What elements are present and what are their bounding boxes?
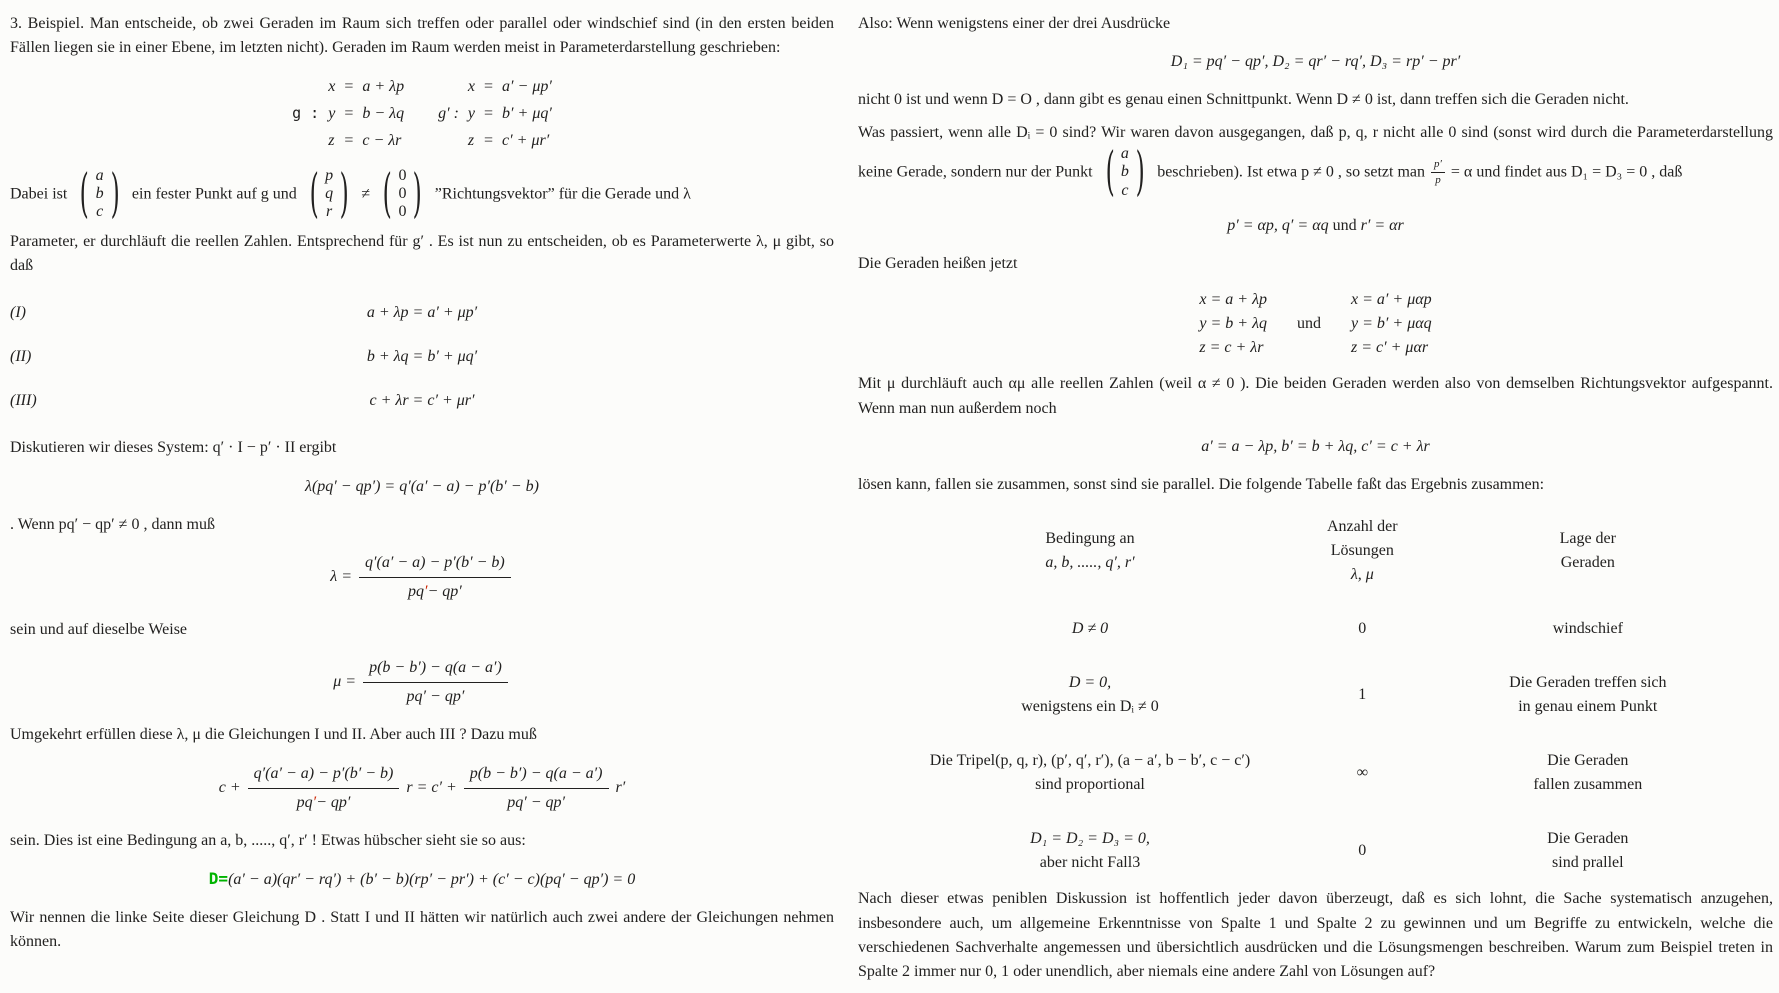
header-line: Geraden: [1560, 554, 1615, 572]
system-line: z = c + λr: [1199, 339, 1264, 357]
cell-line: D₁ = D₂ = D₃ = 0,: [1030, 830, 1150, 848]
eq-term: y: [328, 104, 336, 122]
eq-term: x: [467, 77, 476, 95]
p-prime-over-p-fraction: [1431, 158, 1445, 186]
vector-entry: b: [95, 185, 104, 203]
cell-line: Die Tripel(p, q, r), (p′, q′, r′), (a − a′, b − b′, c − c′): [929, 752, 1251, 770]
cond-fraction-2: [464, 762, 609, 815]
text-run: beschrieben). Ist etwa p ≠ 0 , so setzt man: [1157, 163, 1425, 181]
text-run: = α und findet aus D₁ = D₃ = 0 , daß: [1450, 163, 1683, 181]
cell-line: windschief: [1552, 620, 1623, 638]
equals-sign: =: [344, 77, 354, 95]
table-row-2-condition: [890, 671, 1290, 719]
fraction-numerator: q′(a′ − a) − p′(b′ − b): [359, 551, 511, 578]
text-run: ein fester Punkt auf g und: [131, 184, 297, 202]
text-run: Dabei ist: [10, 184, 68, 202]
equals-sign: =: [484, 104, 494, 122]
vector-entries: [1120, 145, 1130, 200]
table-row-2-lage: [1435, 671, 1741, 719]
fraction-denominator: p: [1435, 174, 1441, 187]
alpha-eq-part: p′ = αp, q′ = αq: [1227, 217, 1329, 235]
text-run: ”Richtungsvektor” für die Gerade und λ: [434, 184, 691, 202]
intro-paragraph: 3. Beispiel. Man entscheide, ob zwei Geraden im Raum sich treffen oder parallel oder windschief sind (in den ersten beiden Fällen liegen sie in einer Ebene, im letzten nicht). Geraden im Raum werden meist in Parameterdarstellung geschrieben:: [10, 15, 834, 57]
header-line: Anzahl der Lösungen: [1326, 518, 1398, 560]
cell-line: sind prallel: [1552, 854, 1624, 872]
cond-fraction-1: [248, 762, 400, 815]
cell-line: aber nicht Fall3: [1039, 854, 1141, 872]
lambda-fraction: [359, 551, 511, 604]
cell-line: D ≠ 0: [1071, 620, 1109, 638]
wir-nennen-paragraph: Wir nennen die linke Seite dieser Gleichung D . Statt I und II hätten wir natürlich auch zwei andere der Gleichungen nehmen können.: [10, 908, 834, 951]
equals-sign: =: [484, 131, 494, 149]
eq-term: c − λr: [362, 131, 402, 149]
umgekehrt-paragraph: Umgekehrt erfüllen diese λ, μ die Gleichungen I und II. Aber auch III ? Dazu muß: [10, 726, 537, 744]
equation-II: [10, 348, 834, 366]
cell-line: Die Geraden treffen sich: [1509, 674, 1667, 692]
equals-sign: =: [484, 77, 494, 95]
parametric-systems-equation: [10, 75, 834, 153]
header-line: a, b, ....., q′, r′: [1045, 554, 1135, 572]
cond-post: r′: [615, 778, 626, 796]
system-line: y = b′ + μαq: [1351, 315, 1432, 333]
paren-close: ): [413, 163, 423, 224]
header-line: Lage der: [1559, 530, 1616, 548]
system-g-grid: [328, 75, 404, 153]
compatibility-condition-equation: [10, 762, 834, 815]
vector-entry: p: [325, 166, 334, 184]
vector-entry: c: [1121, 181, 1129, 199]
system-g-prime-label: g′ :: [438, 104, 459, 122]
elimination-equation: λ(pq′ − qp′) = q′(a′ − a) − p′(b′ − b): [305, 477, 539, 495]
table-header-lage: [1435, 527, 1741, 575]
dabei-paragraph-continued: Parameter, er durchläuft die reellen Zahlen. Entsprechend für g′ . Es ist nun zu entscheiden, ob es Parameterwerte λ, μ gibt, so daß: [10, 232, 834, 275]
vector-entry: q: [325, 185, 334, 203]
lambda-solution-equation: [10, 551, 834, 604]
den-part: − qp′: [427, 583, 462, 601]
table-row-3-lage: [1435, 749, 1741, 797]
text-run: Was passiert, wenn alle Dᵢ = 0 sind? Wir waren davon ausgegangen, daß p, q, r nicht alle 0 sind (sonst wird durch die Parameterdarstellung keine Gerade, sondern nur der Punkt: [858, 123, 1773, 181]
und-word: und: [1332, 217, 1357, 235]
red-prime: ′: [423, 583, 428, 601]
table-row-3-condition: [890, 749, 1290, 797]
sein-weise-paragraph: sein und auf dieselbe Weise: [10, 621, 188, 639]
eq-term: a′ − μp′: [502, 77, 552, 95]
paren-open: (: [79, 163, 90, 224]
equation-I-label: (I): [10, 304, 26, 322]
table-row-3-count: ∞: [1356, 764, 1368, 782]
paren-open: (: [382, 163, 392, 224]
equation-II-label: (II): [10, 348, 32, 366]
results-table: [890, 515, 1741, 875]
eq-term: x: [328, 77, 336, 95]
den-part: pq: [407, 583, 424, 601]
eq-term: c′ + μr′: [502, 131, 550, 149]
eq-term: z: [328, 131, 335, 149]
system-right: [1351, 288, 1432, 360]
den-part: − qp′: [316, 793, 351, 811]
d123-definitions-equation: D₁ = pq′ − qp′, D₂ = qr′ − rq′, D₃ = rp′ − pr′: [1170, 53, 1461, 71]
cell-line: Die Geraden: [1547, 752, 1629, 770]
d-equals-green: D=: [208, 868, 229, 888]
paren-open: (: [309, 163, 319, 224]
table-row-4-condition: [890, 827, 1290, 875]
table-header-anzahl: [1290, 515, 1435, 587]
right-column: [858, 4, 1773, 993]
system-left: [1199, 288, 1267, 360]
equation-II-body: b + λq = b′ + μq′: [366, 348, 478, 366]
alpha-relations-equation: [858, 214, 1773, 238]
system-line: y = b + λq: [1199, 315, 1267, 333]
paren-open: (: [1105, 141, 1115, 202]
system-g-label: g :: [292, 104, 320, 123]
vector-entry: r: [325, 203, 333, 221]
equation-III: [10, 392, 834, 410]
paren-close: ): [339, 163, 349, 224]
vector-entry: a: [1120, 144, 1129, 162]
also-paragraph: Also: Wenn wenigstens einer der drei Ausdrücke: [858, 15, 1171, 32]
fraction-numerator: p(b − b′) − q(a − a′): [363, 656, 508, 683]
parallel-systems-equation: [858, 288, 1773, 360]
eq-term: z: [467, 131, 475, 149]
table-row-4-lage: [1435, 827, 1741, 875]
eq-term: y: [467, 104, 476, 122]
system-line: x = a + λp: [1199, 291, 1267, 309]
fraction-numerator: p(b − b′) − q(a − a′): [464, 762, 609, 789]
equation-III-label: (III): [10, 392, 37, 410]
loesen-paragraph: lösen kann, fallen sie zusammen, sonst sind sie parallel. Die folgende Tabelle faßt das Ergebnis zusammen:: [858, 476, 1545, 494]
cell-line: in genau einem Punkt: [1518, 698, 1658, 716]
den-part: pq: [296, 793, 313, 811]
cond-mid: r = c′ +: [406, 778, 457, 796]
system-g-prime-grid: [468, 75, 552, 153]
fraction-numerator: q′(a′ − a) − p′(b′ − b): [248, 762, 400, 789]
system-g: [292, 75, 404, 153]
system-line: z = c′ + μαr: [1351, 339, 1429, 357]
lambda-lhs: λ =: [330, 568, 353, 586]
bedingung-paragraph: sein. Dies ist eine Bedingung an a, b, ....., q′, r′ ! Etwas hübscher sieht sie so aus:: [10, 831, 526, 849]
table-row-4-count: 0: [1358, 842, 1367, 860]
wenn-paragraph: . Wenn pq′ − qp′ ≠ 0 , dann muß: [10, 515, 215, 533]
eq-term: b − λq: [362, 104, 405, 122]
coincidence-condition-equation: a′ = a − λp, b′ = b + λq, c′ = c + λr: [1201, 438, 1430, 456]
equation-I: [10, 304, 834, 322]
table-row-2-count: 1: [1358, 686, 1367, 704]
vector-entries: [397, 167, 407, 222]
fraction-denominator: pq′ − qp′: [507, 793, 566, 811]
system-g-prime: [438, 75, 552, 153]
vector-entries: [95, 167, 105, 222]
nicht0-paragraph: nicht 0 ist und wenn D = O , dann gibt es genau einen Schnittpunkt. Wenn D ≠ 0 ist, dann treffen sich die Geraden nicht.: [858, 91, 1629, 109]
heissen-paragraph: Die Geraden heißen jetzt: [858, 255, 1018, 273]
cell-line: Die Geraden: [1547, 830, 1629, 848]
fraction-numerator: p′: [1431, 158, 1445, 173]
vector-entry: b: [1120, 163, 1129, 181]
cell-line: fallen zusammen: [1533, 776, 1643, 794]
cell-line: wenigstens ein Dᵢ ≠ 0: [1021, 698, 1159, 716]
eq-term: b′ + μq′: [502, 104, 552, 122]
red-prime: ′: [312, 793, 317, 811]
eq-term: a + λp: [362, 77, 405, 95]
d-definition-rhs: (a′ − a)(qr′ − rq′) + (b′ − b)(rp′ − pr′) + (c′ − c)(pq′ − qp′) = 0: [228, 870, 636, 888]
mu-solution-equation: [10, 656, 834, 709]
mit-mu-paragraph: Mit μ durchläuft auch αμ alle reellen Zahlen (weil α ≠ 0 ). Die beiden Geraden werden also von demselben Richtungsvektor aufgespannt. Wenn man nun außerdem noch: [858, 375, 1773, 417]
left-column: [10, 4, 834, 993]
equals-sign: =: [344, 131, 354, 149]
table-row-1-condition: [890, 617, 1290, 641]
vector-zero: [377, 163, 428, 224]
cond-pre: c +: [218, 778, 241, 796]
was-passiert-paragraph: [858, 121, 1773, 200]
vector-entry: 0: [398, 185, 407, 203]
table-row-1-lage: [1435, 617, 1741, 641]
dabei-paragraph: [10, 163, 834, 224]
paren-close: ): [110, 163, 120, 224]
nach-dieser-paragraph: Nach dieser etwas peniblen Diskussion ist hoffentlich jeder davon überzeugt, daß es sich lohnt, die Sache systematisch anzugehen, insbesondere auch, um allgemeine Erkenntnisse von Spalte 1 und Spalte 2 zu gewinnen und um Begriffe zu entwickeln, welche die verschiedenen Sachverhalte angemessen und übersichtlich ausdrücken und die Lösungsmengen beschreiben. Warum zum Beispiel treten in Spalte 2 immer nur 0, 1 oder unendlich, aber niemals eine andere Zahl von Lösungen auf?: [858, 890, 1773, 981]
paren-close: ): [1135, 141, 1145, 202]
equals-sign: =: [344, 104, 354, 122]
table-row-1-count: 0: [1358, 620, 1367, 638]
vector-entry: 0: [398, 203, 407, 221]
equation-III-body: c + λr = c′ + μr′: [369, 392, 475, 410]
equation-I-body: a + λp = a′ + μp′: [366, 304, 478, 322]
fraction-denominator: [359, 578, 511, 604]
diskutieren-paragraph: Diskutieren wir dieses System: q′ · I − p′ · II ergibt: [10, 439, 337, 457]
not-equal-sign: ≠: [361, 184, 371, 202]
vector-pqr: [304, 163, 355, 224]
header-line: Bedingung an: [1045, 530, 1135, 548]
vector-entry: a: [95, 166, 104, 184]
vector-abc: [74, 163, 125, 224]
vector-entries: [324, 167, 334, 222]
fraction-denominator: [248, 789, 400, 815]
fraction-denominator: pq′ − qp′: [406, 688, 465, 706]
cell-line: D = 0,: [1068, 674, 1112, 692]
mu-fraction: [363, 656, 508, 709]
system-line: x = a′ + μαp: [1351, 291, 1432, 309]
alpha-eq-part: r′ = αr: [1360, 217, 1404, 235]
header-line: λ, μ: [1350, 566, 1374, 584]
table-header-bedingung: [890, 527, 1290, 575]
mu-lhs: μ =: [333, 673, 357, 691]
vector-entry: 0: [398, 166, 407, 184]
und-word: und: [1297, 315, 1321, 333]
cell-line: sind proportional: [1035, 776, 1145, 794]
vector-abc: [1100, 141, 1151, 202]
vector-entry: c: [96, 203, 104, 221]
d-definition-equation: [10, 867, 834, 892]
